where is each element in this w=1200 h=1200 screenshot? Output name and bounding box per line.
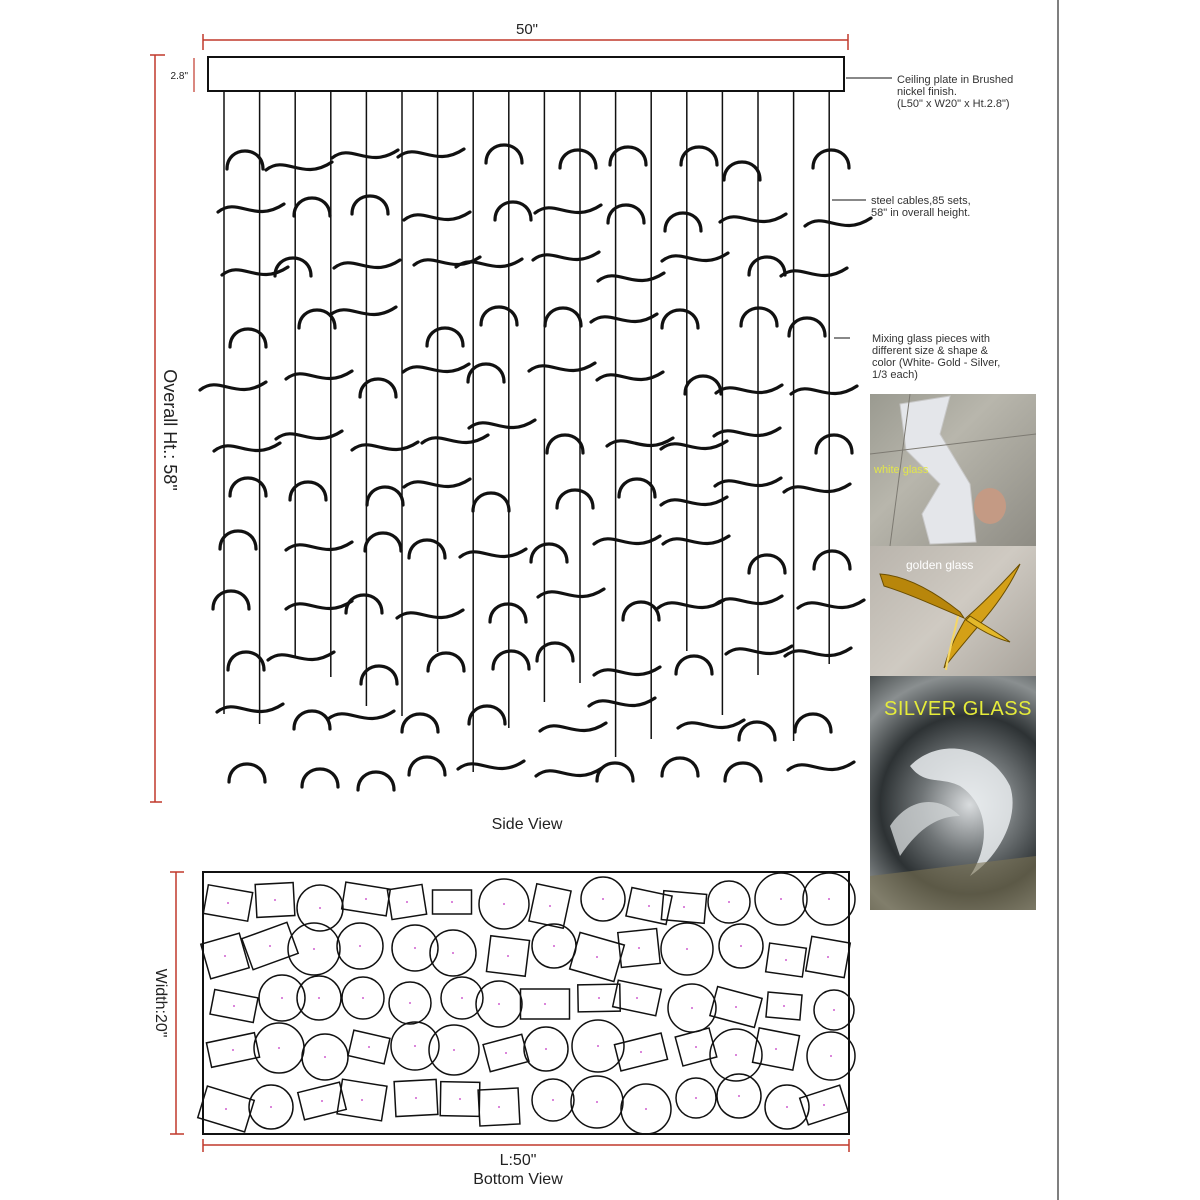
overall-height-dimension <box>150 55 180 802</box>
bottom-glass-center-dot <box>318 997 320 999</box>
bottom-glass-center-dot <box>686 948 688 950</box>
bottom-glass-center-dot <box>728 901 730 903</box>
glass-piece-shape <box>739 722 775 740</box>
bottom-glass-center-dot <box>233 1005 235 1007</box>
bottom-glass-center-dot <box>278 1047 280 1049</box>
glass-piece-shape <box>352 196 388 214</box>
glass-piece-shape <box>531 544 567 562</box>
bottom-glass-center-dot <box>281 997 283 999</box>
glass-piece-shape <box>294 711 330 729</box>
ceiling-plate-note-line: Ceiling plate in Brushed <box>897 74 1014 86</box>
glass-piece-shape <box>213 591 249 609</box>
glass-piece-shape <box>529 363 595 371</box>
glass-piece-shape <box>597 372 663 380</box>
bottom-glass-center-dot <box>598 997 600 999</box>
bottom-glass-center-dot <box>740 945 742 947</box>
glass-piece-shape <box>302 769 338 787</box>
glass-piece-shape <box>486 145 522 163</box>
glass-piece-shape <box>358 772 394 790</box>
bottom-glass-center-dot <box>414 1045 416 1047</box>
glass-piece-shape <box>791 386 857 394</box>
bottom-glass-center-dot <box>361 1099 363 1101</box>
glass-note <box>872 333 1052 381</box>
bottom-glass-center-dot <box>738 1095 740 1097</box>
golden-glass-label: golden glass <box>906 558 974 572</box>
bottom-glass-center-dot <box>545 1048 547 1050</box>
glass-piece-shape <box>597 763 633 781</box>
bottom-glass-center-dot <box>827 956 829 958</box>
bottom-glass-center-dot <box>691 1007 693 1009</box>
bottom-glass-center-dot <box>498 1106 500 1108</box>
glass-piece-shape <box>540 723 606 731</box>
bottom-glass-center-dot <box>549 905 551 907</box>
bottom-glass-center-dot <box>227 902 229 904</box>
glass-piece-shape <box>789 318 825 336</box>
glass-piece-shape <box>402 714 438 732</box>
bottom-glass-center-dot <box>452 952 454 954</box>
glass-piece-shape <box>538 589 604 597</box>
glass-note-line: 1/3 each) <box>872 369 918 381</box>
glass-piece-shape <box>229 764 265 782</box>
glass-piece-shape <box>798 600 864 608</box>
bottom-glass-center-dot <box>785 959 787 961</box>
bottom-glass-center-dot <box>225 1108 227 1110</box>
bottom-glass-center-dot <box>321 1100 323 1102</box>
glass-piece-shape <box>493 651 529 669</box>
glass-piece-shape <box>332 150 398 158</box>
bottom-glass-center-dot <box>313 948 315 950</box>
glass-piece-shape <box>663 536 729 544</box>
bottom-glass-center-dot <box>270 1106 272 1108</box>
bottom-glass-center-dot <box>553 945 555 947</box>
glass-piece-shape <box>533 252 599 260</box>
glass-piece-shape <box>346 595 382 613</box>
glass-piece-shape <box>299 310 335 328</box>
bottom-glass-center-dot <box>505 1052 507 1054</box>
bottom-glass-center-dot <box>695 1097 697 1099</box>
bottom-glass-center-dot <box>453 1049 455 1051</box>
glass-piece-shape <box>607 438 673 446</box>
glass-piece-shape <box>276 431 342 439</box>
side-view-caption: Side View <box>491 816 563 833</box>
plate-height-label: 2.8" <box>170 71 188 82</box>
bottom-glass-center-dot <box>830 1055 832 1057</box>
glass-piece-shape <box>275 258 311 276</box>
glass-piece-shape <box>328 711 394 719</box>
bottom-width-label: Width:20" <box>152 968 169 1038</box>
glass-piece-shape <box>397 610 463 618</box>
plate-height-dimension <box>171 58 194 92</box>
glass-piece-shape <box>409 540 445 558</box>
bottom-glass-center-dot <box>498 1003 500 1005</box>
bottom-glass-center-dot <box>638 947 640 949</box>
glass-piece-shape <box>781 268 847 276</box>
bottom-view-caption: Bottom View <box>473 1171 563 1188</box>
glass-piece-shape <box>330 307 396 315</box>
glass-piece-shape <box>560 150 596 168</box>
golden-glass-photo <box>870 546 1036 676</box>
glass-piece-shape <box>220 531 256 549</box>
glass-pieces <box>200 145 871 790</box>
glass-piece-shape <box>360 379 396 397</box>
glass-piece-shape <box>469 706 505 724</box>
bottom-glass-center-dot <box>823 1104 825 1106</box>
plate-length-dimension <box>203 21 848 50</box>
glass-piece-shape <box>536 768 602 776</box>
glass-piece-shape <box>547 435 583 453</box>
bottom-glass-center-dot <box>414 947 416 949</box>
glass-piece-shape <box>200 382 266 390</box>
bottom-glass-center-dot <box>224 955 226 957</box>
cables-note <box>871 195 1051 219</box>
bottom-glass-center-dot <box>544 1003 546 1005</box>
glass-piece-shape <box>661 497 727 505</box>
bottom-glass-center-dot <box>735 1054 737 1056</box>
bottom-glass-center-dot <box>828 898 830 900</box>
white-glass-photo <box>870 394 1036 546</box>
glass-piece-shape <box>814 551 850 569</box>
glass-piece-shape <box>409 757 445 775</box>
glass-piece-shape <box>661 441 727 449</box>
glass-piece-shape <box>294 198 330 216</box>
silver-glass-photo <box>870 676 1036 910</box>
bottom-glass-center-dot <box>833 1009 835 1011</box>
glass-piece-shape <box>658 600 724 608</box>
bottom-glass-center-dot <box>362 997 364 999</box>
glass-piece-shape <box>741 308 777 326</box>
glass-piece-shape <box>665 213 701 231</box>
bottom-width-dimension <box>152 872 184 1134</box>
bottom-glass-center-dot <box>232 1049 234 1051</box>
glass-note-line: different size & shape & <box>872 345 988 357</box>
glass-piece-shape <box>428 653 464 671</box>
glass-piece-shape <box>785 648 851 656</box>
bottom-glass-center-dot <box>507 955 509 957</box>
bottom-glass-center-dot <box>368 1046 370 1048</box>
glass-piece-shape <box>716 596 782 604</box>
bottom-glass-center-dot <box>596 1101 598 1103</box>
glass-piece-shape <box>662 253 728 261</box>
overall-height-label: Overall Ht.: 58" <box>160 369 180 491</box>
glass-piece-shape <box>398 149 464 157</box>
plate-length-label: 50" <box>515 21 539 38</box>
glass-piece-shape <box>608 205 644 223</box>
bottom-glass-center-dot <box>359 945 361 947</box>
glass-piece-shape <box>594 536 660 544</box>
bottom-glass-center-dot <box>461 997 463 999</box>
glass-piece-shape <box>537 643 573 661</box>
glass-piece-shape <box>422 435 488 443</box>
glass-piece-shape <box>460 549 526 557</box>
glass-note-line: color (White- Gold - Silver, <box>872 357 1001 369</box>
bottom-glass-center-dot <box>409 1002 411 1004</box>
glass-piece-shape <box>227 151 263 169</box>
bottom-glass-center-dot <box>415 1097 417 1099</box>
bottom-glass-center-dot <box>597 1045 599 1047</box>
glass-piece-shape <box>218 204 284 212</box>
glass-piece-shape <box>217 704 283 712</box>
glass-piece-shape <box>456 259 522 267</box>
bottom-glass-center-dot <box>602 898 604 900</box>
ceiling-plate-note-line: (L50" x W20" x Ht.2.8") <box>897 98 1010 110</box>
ceiling-plate-note-line: nickel finish. <box>897 86 957 98</box>
glass-piece-shape <box>714 428 780 436</box>
glass-piece-shape <box>662 758 698 776</box>
glass-piece-shape <box>715 478 781 486</box>
bottom-glass-center-dot <box>695 1046 697 1048</box>
glass-piece-shape <box>481 307 517 325</box>
bottom-glass-center-dot <box>365 898 367 900</box>
glass-piece-shape <box>724 162 760 180</box>
glass-piece-shape <box>725 763 761 781</box>
bottom-length-dimension <box>203 1139 849 1169</box>
glass-piece-shape <box>816 435 852 453</box>
glass-piece-shape <box>589 698 655 706</box>
glass-piece-shape <box>594 667 660 675</box>
bottom-glass-center-dot <box>786 1106 788 1108</box>
bottom-glass-center-dot <box>683 906 685 908</box>
glass-piece-shape <box>557 490 593 508</box>
glass-piece-shape <box>720 214 786 222</box>
bottom-glass-center-dot <box>640 1051 642 1053</box>
ceiling-plate-note <box>897 74 1057 110</box>
bottom-glass-center-dot <box>775 1048 777 1050</box>
glass-piece-shape <box>268 652 334 660</box>
glass-piece-shape <box>495 202 531 220</box>
bottom-glass-center-dot <box>451 901 453 903</box>
bottom-glass-center-dot <box>596 956 598 958</box>
glass-piece-shape <box>716 385 782 393</box>
bottom-glass-center-dot <box>406 901 408 903</box>
glass-piece-shape <box>662 310 698 328</box>
glass-piece-shape <box>795 714 831 732</box>
glass-piece-shape <box>591 314 657 322</box>
bottom-plate-outline <box>203 872 849 1134</box>
glass-note-line: Mixing glass pieces with <box>872 333 990 345</box>
bottom-glass-center-dot <box>735 1006 737 1008</box>
bottom-glass-center-dot <box>459 1098 461 1100</box>
glass-piece-shape <box>676 656 712 674</box>
glass-piece-shape <box>365 533 401 551</box>
glass-piece-shape <box>749 555 785 573</box>
bottom-glass-center-dot <box>319 907 321 909</box>
bottom-glass-center-dot <box>648 905 650 907</box>
glass-piece-shape <box>749 257 785 275</box>
bottom-glass-center-dot <box>269 945 271 947</box>
glass-piece-shape <box>619 479 655 497</box>
bottom-glass-center-dot <box>324 1056 326 1058</box>
ceiling-plate <box>208 57 844 91</box>
cables-note-line: 58" in overall height. <box>871 207 971 219</box>
glass-piece-shape <box>230 329 266 347</box>
bottom-glass-center-dot <box>780 898 782 900</box>
glass-piece-shape <box>545 308 581 326</box>
bottom-glass-center-dot <box>274 899 276 901</box>
bottom-glass-center-dot <box>783 1005 785 1007</box>
glass-piece-shape <box>458 761 524 769</box>
glass-piece-shape <box>469 420 535 428</box>
bottom-glass-center-dot <box>645 1108 647 1110</box>
cables-note-line: steel cables,85 sets, <box>871 195 971 207</box>
glass-piece-shape <box>805 218 871 226</box>
bottom-glass-center-dot <box>503 903 505 905</box>
glass-piece-shape <box>726 646 792 654</box>
glass-piece-shape <box>367 487 403 505</box>
glass-piece-shape <box>813 150 849 168</box>
glass-piece-shape <box>403 364 469 372</box>
silver-glass-label: SILVER GLASS <box>884 698 1032 720</box>
glass-piece-shape <box>473 493 509 511</box>
bottom-glass-center-dot <box>636 997 638 999</box>
bottom-glass-center-dot <box>552 1099 554 1101</box>
glass-piece-shape <box>427 328 463 346</box>
glass-piece-shape <box>788 762 854 770</box>
glass-piece-shape <box>598 273 664 281</box>
bottom-length-label: L:50" <box>499 1152 537 1169</box>
glass-piece-shape <box>266 162 332 170</box>
white-glass-label: white glass <box>874 464 929 476</box>
glass-piece-shape <box>228 652 264 670</box>
glass-piece-shape <box>623 602 659 620</box>
glass-piece-shape <box>352 442 418 450</box>
glass-piece-shape <box>678 720 744 728</box>
glass-piece-shape <box>490 604 526 622</box>
glass-piece-shape <box>230 478 266 496</box>
